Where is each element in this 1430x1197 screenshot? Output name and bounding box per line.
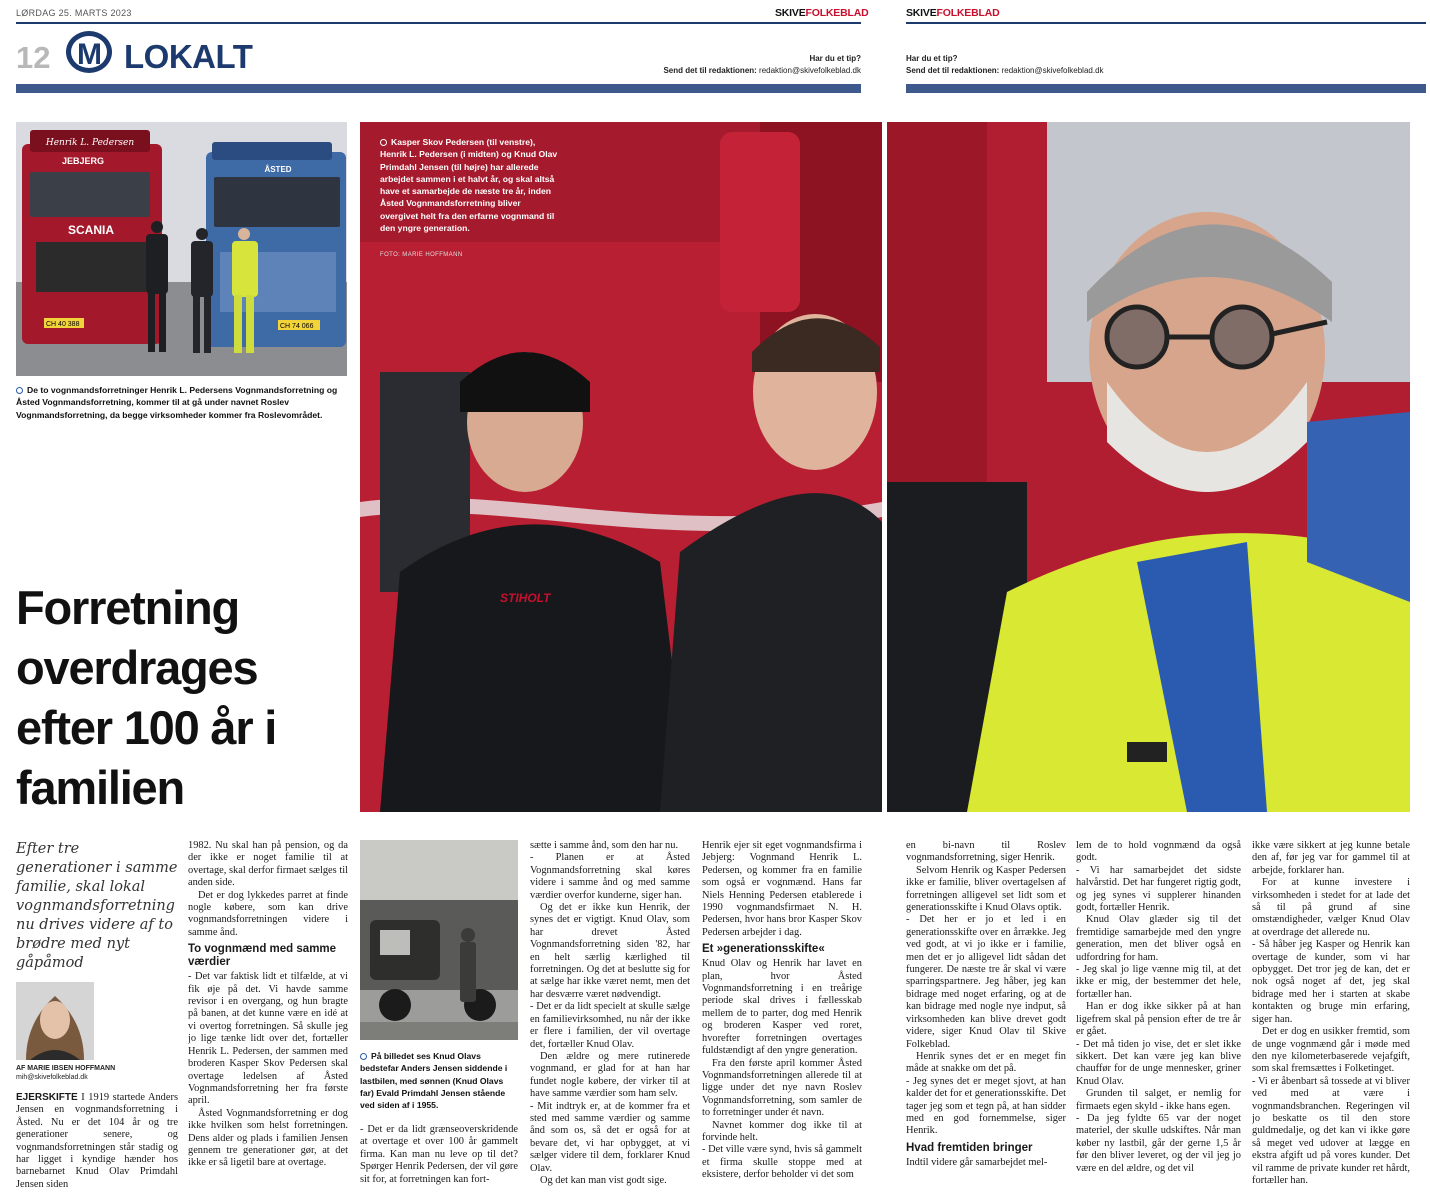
body-col-2 <box>188 840 348 1192</box>
col5-para-2: Knud Olav og Henrik har lavet en plan, hvor Åsted Vognmandsforretning i en treårige periode skal drives i fællesskab mellem de to parter, dog med Henrik og broderen Kasper ved roret, hvorefter forretningen overtages fuldstændigt af den yngre generation. <box>702 958 862 1057</box>
page-number: 12 <box>16 40 51 75</box>
col4-para-3: Og det er ikke kun Henrik, der synes det er vigtigt. Knud Olav, som har drevet Åsted Vognmandsforretning siden '82, har en helt særlig kærlighed til forretningen. Og det at beslutte sig for at sælge har ikke været nemt, men det har desværre været nødvendigt. <box>530 902 690 1000</box>
portrait-photo <box>887 122 1410 812</box>
body-col-8 <box>1252 840 1410 1192</box>
body-col-4 <box>530 840 690 1192</box>
col8-para-4: Det er dog en usikker fremtid, som de unge vognmænd går i møde med den nye kilometerbaserede vejafgift, som skal fremsættes i Folketinget. <box>1252 1026 1410 1075</box>
headline: Forretning overdrages efter 100 år i familien <box>16 581 277 814</box>
col6-para-5: - Jeg synes det er meget sjovt, at han kalder det for et generationsskifte. Det tager jeg som et tegn på, at han sidder med en god fornemmelse, siger Henrik. <box>906 1075 1066 1137</box>
col8-para-1: ikke være sikkert at jeg kunne betale den af, før jeg var for gammel til at arbejde, forklarer han. <box>1252 840 1410 876</box>
tip-question-right: Har du et tip? <box>906 54 958 63</box>
jacket-brand: STIHOLT <box>500 591 551 605</box>
author-photo <box>16 982 94 1060</box>
trucks-photo <box>16 122 347 376</box>
truck-left-name: JEBJERG <box>62 156 105 166</box>
col7-para-4: - Jeg skal jo lige vænne mig til, at det ikke er mig, der bestemmer det hele, fortæller han. <box>1076 964 1241 1000</box>
truck-right-plate: CH 74 066 <box>280 323 314 330</box>
col7-para-8: - Da jeg fyldte 65 var der noget materiel, der skulle udskiftes. Når man køber ny lastbil, går der gerne 1,5 år før den bliver leveret, og der vil jeg jo være en del ældre, og det vil <box>1076 1112 1241 1174</box>
col4-para-1: sætte i samme ånd, som den har nu. <box>530 840 679 851</box>
col2-para-1: 1982. Nu skal han på pension, og da der ikke er noget familie til at overtage, skal derfor firmaet sælges til anden side. <box>188 840 348 889</box>
col2-para-3: - Det var faktisk lidt et tilfælde, at vi fik øje på det. Vi havde samme revisor i en overgang, og hun bragte på banen, at det kunne være en idé at vi overtog forretningen. Så skulle jeg jo lige tænke lidt over det, fortæller Henrik L. Pedersen, der sammen med broderen Kasper Skov Pedersen skal overtage ledelsen af Åsted Vognmandsforretning her fra første april. <box>188 971 348 1107</box>
brand-left-part1: SKIVE <box>775 7 806 19</box>
issue-date: LØRDAG 25. MARTS 2023 <box>16 8 132 18</box>
col4-para-2: - Planen er at Åsted Vognmandsforretning skal køres videre i samme ånd og med samme værdier overfor kunderne, siger han. <box>530 852 690 901</box>
byline <box>16 1064 115 1082</box>
logo-letter: M <box>77 38 102 71</box>
tip-line: Send det til redaktionen: redaktion@skivefolkeblad.dk <box>663 66 861 75</box>
main-caption: Kasper Skov Pedersen (til venstre), Henrik L. Pedersen (i midten) og Knud Olav Primdahl Jensen (til højre) har allerede arbejdet sammen i et halvt år, og skal altså have et samarbejde de næste tre år, inden Åsted Vognmandsforretning bliver overgivet helt fra den erfarne vognmand til den yngre generation. <box>380 137 558 234</box>
col4-para-6: - Mit indtryk er, at de kommer fra et sted med samme værdier og samme ånd som os, så det er også for at bevare det, vi har opbygget, at vi sælger videre til dem, forklarer Knud Olav. <box>530 1100 690 1174</box>
header-rule-right <box>906 22 1426 24</box>
body-col-6 <box>906 840 1066 1192</box>
col6-para-4: Henrik synes det er en meget fin måde at snakke om det på. <box>906 1050 1066 1075</box>
historic-caption: På billedet ses Knud Olavs bedstefar Anders Jensen siddende i lastbilen, med sønnen (Knud Olavs far) Evald Primdahl Jensen stående ved siden af i 1955. <box>360 1051 508 1111</box>
brand-left-part2: FOLKEBLAD <box>805 7 869 19</box>
section-title: LOKALT <box>124 38 253 75</box>
col8-para-3: - Så håber jeg Kasper og Henrik kan overtage de kunder, som vi har opbygget. Det tror jeg de kan, det er nok også noget af det, jeg skal bidrage med her i starten at skabe kontakten og bruge min erfaring, siger han. <box>1252 939 1410 1025</box>
col5-para-3: Fra den første april kommer Åsted Vognmandsforretningen allerede til at ligge under det nye navn Roslev Vognmandsforretning, som samler de to forretninger under ét navn. <box>702 1057 862 1119</box>
historic-caption-bullet-icon <box>360 1053 367 1060</box>
col6-para-6: Indtil videre går samarbejdet mel- <box>906 1156 1048 1168</box>
brand-right-part1: SKIVE <box>906 7 937 19</box>
body-col-7 <box>1076 840 1241 1192</box>
col7-para-5: Han er dog ikke sikker på at han ligefrem skal på pension efter de tre år er gået. <box>1076 1001 1241 1038</box>
byline-email[interactable]: mih@skivefolkeblad.dk <box>16 1074 88 1081</box>
brand-right-part2: FOLKEBLAD <box>936 7 1000 19</box>
col7-para-7: Grunden til salget, er nemlig for firmaets egen skyld - ikke hans egen. <box>1076 1088 1241 1112</box>
historic-photo <box>360 840 518 1040</box>
col6-para-3: - Det her er jo et led i en generationsskifte over en årrække. Jeg ved godt, at vi jo ikke er i familie, men det er jo alligevel lidt sådan det fungerer. De næste tre år skal vi være sparringspartnere. Jeg håber, jeg kan bidrage med noget erfaring, og at de kan bidrage med nogle nye indput, så virksomheden kan blive drevet godt videre, siger Knud Olav til Skive Folkeblad. <box>906 914 1066 1050</box>
col6-para-2: Selvom Henrik og Kasper Pedersen ikke er familie, bliver overtagelsen af forretningen alligevel set lidt som et generationsskifte i Knud Olavs optik. <box>906 864 1066 914</box>
section-logo <box>66 31 112 73</box>
col6-para-1: en bi-navn til Roslev vognmandsforretning, siger Henrik. <box>906 840 1066 864</box>
col2-para-4: Åsted Vognmandsforretning er dog ikke hvilken som helst forretningen. Dens alder og plads i familien Jensen gennem tre generationer gør, at det ikke er så ligetil bare at overtage. <box>188 1107 348 1169</box>
tip-email[interactable]: redaktion@skivefolkeblad.dk <box>759 66 861 75</box>
col4-para-5: Den ældre og mere rutinerede vognmand, er glad for at han har fundet nogle købere, der virker til at have samme værdier som ham selv. <box>530 1050 690 1100</box>
truck-left-plate: CH 40 388 <box>46 321 80 328</box>
header-rule-left <box>16 22 861 24</box>
col8-para-5: - Vi er åbenbart så tossede at vi bliver ved med at være i vognmandsbranchen. Regeringen vil jo beskatte os til den store guldmedalje, og det kan vi ikke gøre så meget ved udover at lægge en ekstra afgift ud på vores kunder. Det vil ramme de private kunder ret hårdt, fortæller han. <box>1252 1075 1410 1186</box>
lead-text: Efter tre generationer i samme familie, skal lokal vognmandsforretning nu drives videre af to brødre med nyt gåpåmod <box>16 841 178 971</box>
col2-para-2: Det er dog lykkedes parret at finde nogle købere, som kan drive vognmandsforretningen videre i samme ånd. <box>188 889 348 938</box>
col5-para-5: - Det ville være synd, hvis så gammelt et firma skulle stoppe med at eksistere, derfor beholder vi det som <box>702 1144 862 1181</box>
body-col-3 <box>360 1124 518 1192</box>
subhead-1: To vognmænd med samme værdier <box>188 943 337 969</box>
kicker: EJERSKIFTE <box>16 1092 78 1103</box>
main-photo <box>360 122 882 812</box>
photo-credit: FOTO: MARIE HOFFMANN <box>380 252 463 258</box>
main-caption-bullet-icon <box>380 139 387 146</box>
brand-right <box>906 7 999 19</box>
body-col-1 <box>16 1092 178 1192</box>
caption-bullet-icon <box>16 387 23 394</box>
col5-para-1: Henrik ejer sit eget vognmandsfirma i Jebjerg: Vognmand Henrik L. Pedersen, og kommer fra en familie som også er vognmænd. Hans far Niels Henning Pedersen etablerede i 1990 vognmandsfirmaet N. H. Pedersen, hvor hans bror Kasper Skov Pedersen arbejder i dag. <box>702 840 862 938</box>
truck-right-name: ÅSTED <box>264 165 292 174</box>
tip-box-right <box>906 53 1206 77</box>
tip-box-left <box>600 53 861 77</box>
trucks-caption: De to vognmandsforretninger Henrik L. Pedersens Vognmandsforretning og Åsted Vognmandsforretning, kommer til at gå under navnet Roslev Vognmandsforretning, da begge virksomheder kommer fra Roslevområdet. <box>16 385 338 420</box>
truck-left-sign: Henrik L. Pedersen <box>45 138 135 148</box>
col4-para-7: Og det kan man vist godt sige. <box>540 1174 667 1186</box>
col5-para-4: Navnet kommer dog ikke til at forvinde helt. <box>702 1119 862 1143</box>
col3-para-1: - Det er da lidt grænseoverskridende at overtage et over 100 år gammelt firma. Kan man nu leve op til det? Spørger Henrik Pedersen, der vil gøre sit for, at forretningen kan fort- <box>360 1124 518 1185</box>
byline-name: AF MARIE IBSEN HOFFMANN <box>16 1065 116 1072</box>
tip-question: Har du et tip? <box>809 54 861 63</box>
header-band-left <box>16 84 861 93</box>
col7-para-2: - Vi har samarbejdet det sidste halvårstid. Det har fungeret rigtig godt, og jeg synes vi supplerer hinanden godt, fortæller Henrik. <box>1076 864 1241 914</box>
col7-para-1: lem de to hold vognmænd da også godt. <box>1076 840 1241 864</box>
brand-left <box>775 7 868 19</box>
truck-left-brand: SCANIA <box>68 223 115 237</box>
body-col-5 <box>702 840 862 1192</box>
header-band-right <box>906 84 1426 93</box>
subhead-2: Et »generationsskifte« <box>702 943 825 956</box>
subhead-3: Hvad fremtiden bringer <box>906 1141 1033 1154</box>
col1-para: EJERSKIFTE I 1919 startede Anders Jensen en vognmandsforretning i Åsted. Nu er det 104 år og tre generationer senere, og vognmandsforretningen står stadig og har ligget i kyndige hænder hos barnebarnet Knud Olav Primdahl Jensen siden <box>16 1092 178 1190</box>
tip-email-right[interactable]: redaktion@skivefolkeblad.dk <box>1001 66 1104 75</box>
col7-para-6: - Det må tiden jo vise, det er slet ikke sikkert. Det kan være jeg kan blive chauffør for de unge mennesker, griner Knud Olav. <box>1076 1038 1241 1087</box>
tip-line-right: Send det til redaktionen: redaktion@skivefolkeblad.dk <box>906 66 1104 75</box>
col8-para-2: For at kunne investere i virksomheden i stedet for at lade det så til på grund af sine omstændigheder, vælger Knud Olav at overdrage det allerede nu. <box>1252 877 1410 938</box>
col7-para-3: Knud Olav glæder sig til det fremtidige samarbejde med den yngre generation, men det bliver også en udfordring for ham. <box>1076 914 1241 963</box>
col4-para-4: - Det er da lidt specielt at skulle sælge en familievirksomhed, nu når der ikke er flere i familien, der vil overtage det, fortæller Knud Olav. <box>530 1001 690 1050</box>
